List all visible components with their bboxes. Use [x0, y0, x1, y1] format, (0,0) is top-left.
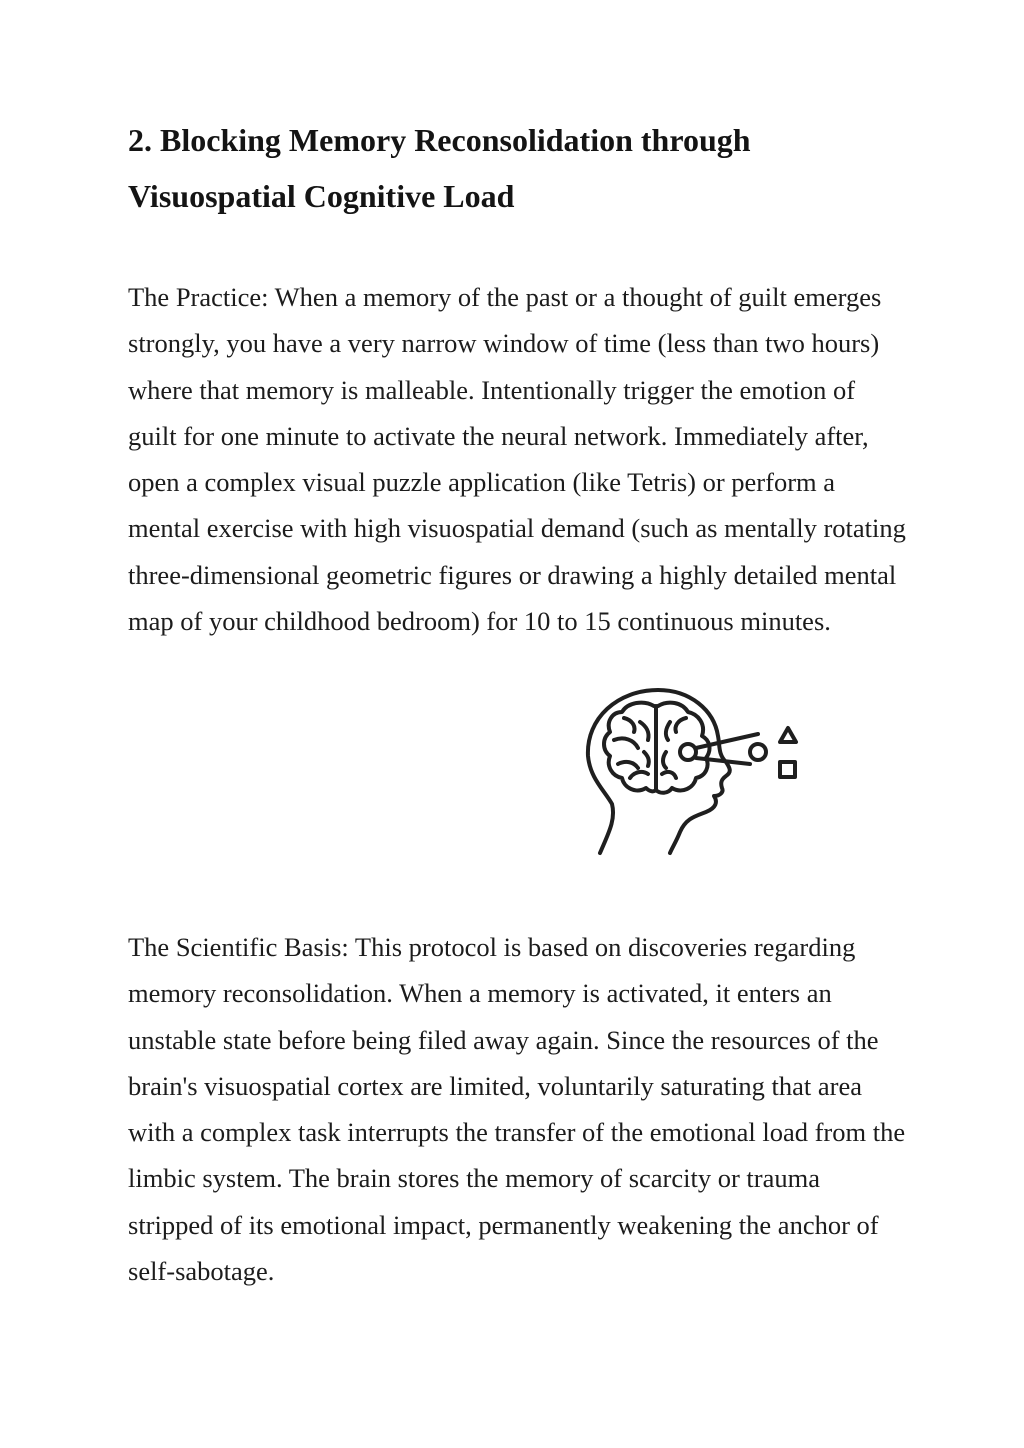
scientific-basis-paragraph: The Scientific Basis: This protocol is based on discoveries regarding memory reconsolidation. When a memory is activated, it enters an unstable state before being filed away again. Since the resources of the brain's visuospatial cortex are limited, voluntarily saturating that area with a complex task interrupts the transfer of the emotional load from the limbic system. The brain stores the memory of scarcity or trauma stripped of its emotional impact, permanently weakening the anchor of self-sabotage. — [128, 932, 906, 1287]
head-outline — [588, 690, 730, 853]
triangle-shape — [780, 728, 796, 742]
section-heading: 2. Blocking Memory Reconsolidation through Visuospatial Cognitive Load — [128, 122, 751, 214]
square-shape — [780, 762, 795, 777]
practice-paragraph: The Practice: When a memory of the past or a thought of guilt emerges strongly, you have a very narrow window of time (less than two hours) where that memory is malleable. Intentionally trigger the emotion of guilt for one minute to activate the neural network. Immediately after, open a complex visual puzzle application (like Tetris) or perform a mental exercise with high visuospatial demand (such as mentally rotating three-dimensional geometric figures or drawing a highly detailed mental map of your childhood bedroom) for 10 to 15 continuous minutes. — [128, 282, 906, 637]
focal-eye — [680, 744, 696, 760]
circle-shape — [750, 744, 766, 760]
head-brain-vision-shapes-icon — [582, 682, 812, 862]
